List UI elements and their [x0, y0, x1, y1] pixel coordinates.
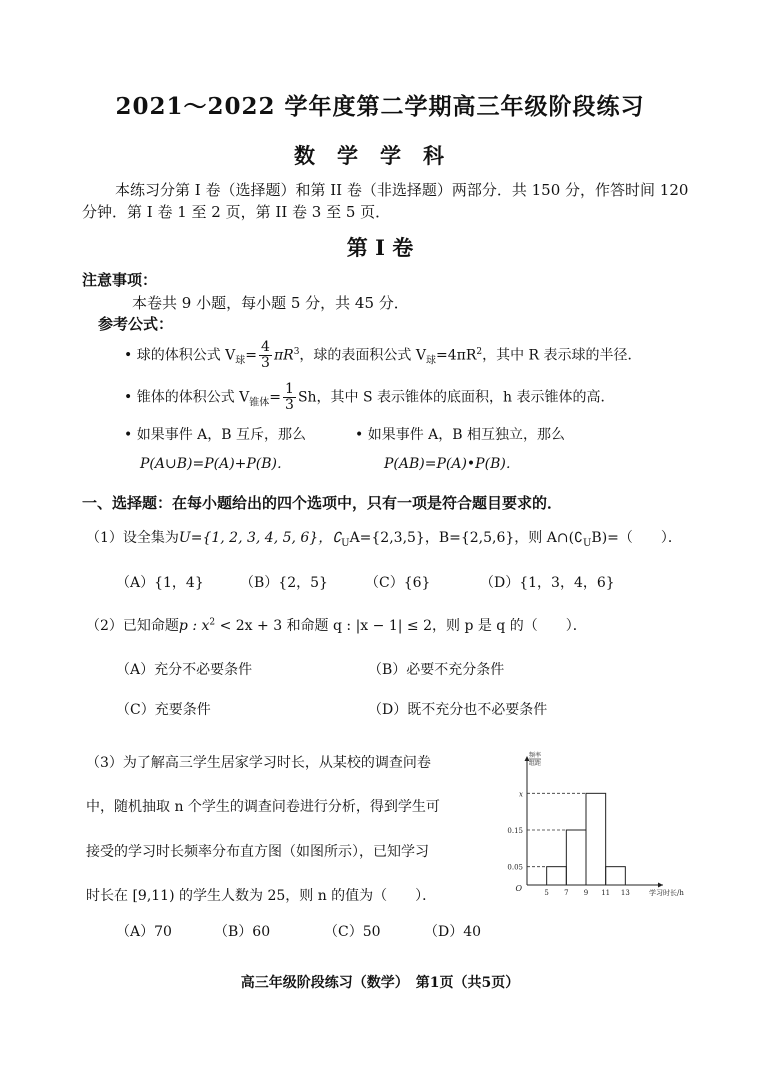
q2-option-b: （B）必要不充分条件: [368, 662, 505, 678]
q1-option-b: （B）{2，5}: [240, 575, 328, 591]
independent-line-1: • 如果事件 A，B 相互独立，那么: [355, 427, 566, 443]
q1-stem-sub: U: [341, 537, 350, 549]
sphere-area: ，球的表面积公式 V: [299, 347, 426, 364]
histogram-bar-2: [566, 830, 586, 885]
sphere-formula: [124, 340, 642, 371]
histogram-bar-1: [547, 867, 567, 885]
volume-title: 第 I 卷: [346, 235, 414, 260]
cone-eq: =: [269, 389, 282, 406]
q1-option-d: （D）{1，3，4，6}: [480, 575, 615, 591]
q1-option-a: （A）{1，4}: [116, 575, 204, 591]
subject-title: 数学学科: [294, 143, 466, 168]
q2-option-c: （C）充要条件: [116, 702, 211, 718]
sphere-fraction: [259, 340, 272, 371]
sphere-tail: ，其中 R 表示球的半径．: [482, 347, 642, 364]
q2-option-a: （A）充分不必要条件: [116, 662, 253, 678]
exclusive-line-1: • 如果事件 A，B 互斥，那么: [124, 427, 307, 443]
x-tick-label-1: 5: [544, 889, 549, 897]
q2-stem-c: < 2x + 3 和命题 q : |x − 1| ≤ 2，则 p 是 q 的（ ）．: [215, 618, 587, 634]
q3-option-d: （D）40: [424, 924, 482, 940]
question-1-stem: [86, 527, 682, 549]
page-title: 2021～2022 学年度第二学期高三年级阶段练习: [115, 93, 645, 120]
cone-rest: Sh，其中 S 表示锥体的底面积，h 表示锥体的高．: [297, 389, 615, 406]
q3-option-c: （C）50: [324, 924, 381, 940]
sphere-sub: 球: [235, 355, 246, 367]
cone-prefix: • 锥体的体积公式 V: [124, 389, 250, 406]
sphere-sup: 3: [293, 346, 300, 357]
exclusive-line-2: P(A∪B)=P(A)+P(B)．: [140, 456, 292, 472]
q2-stem-sup: 2: [209, 617, 216, 628]
cone-fraction: [283, 382, 296, 413]
q1-stem-sub2: U: [582, 537, 592, 549]
q3-line-2: 中，随机抽取 n 个学生的调查问卷进行分析，得到学生可: [86, 799, 440, 815]
q1-stem-c: A={2,3,5}，B={2,5,6}，则 A∩(∁: [349, 530, 583, 546]
cone-formula: [124, 382, 615, 413]
sphere-eq: =: [245, 347, 258, 364]
y-tick-label-2: 0.15: [507, 827, 523, 835]
q2-stem-a: （2）已知命题: [86, 618, 179, 634]
sphere-rest: πR: [273, 347, 294, 364]
q3-line-4: 时长在 [9,11) 的学生人数为 25，则 n 的值为（ ）．: [86, 888, 437, 904]
x-axis-label: 学习时长/h: [649, 889, 684, 897]
cone-num: 1: [285, 381, 294, 397]
histogram-bar-3: [586, 793, 606, 885]
q3-option-b: （B）60: [214, 924, 271, 940]
y-tick-label-1: x: [519, 790, 523, 799]
x-axis-arrow: [658, 883, 663, 888]
section-heading: 一、选择题：在每小题给出的四个选项中，只有一项是符合题目要求的．: [82, 494, 563, 512]
q1-stem-a: （1）设全集为: [86, 530, 179, 546]
page-footer: 高三年级阶段练习（数学） 第1页（共5页）: [240, 975, 520, 991]
origin-label: O: [515, 884, 522, 893]
notes-line: 本卷共 9 小题，每小题 5 分，共 45 分．: [132, 294, 409, 312]
x-tick-label-5: 13: [620, 889, 630, 897]
sphere-prefix: • 球的体积公式 V: [124, 347, 236, 364]
sphere-num: 4: [261, 339, 270, 355]
intro-line-2: 分钟．第 I 卷 1 至 2 页，第 II 卷 3 至 5 页．: [82, 203, 391, 221]
x-tick-label-4: 11: [601, 889, 611, 897]
sphere-area-sup: 2: [476, 346, 483, 357]
formula-heading: 参考公式：: [98, 315, 174, 333]
x-tick-label-3: 9: [583, 889, 589, 897]
sphere-area-sub: 球: [425, 355, 436, 367]
intro-line-1: 本练习分第 I 卷（选择题）和第 II 卷（非选择题）两部分．共 150 分，作答时间 120: [115, 181, 689, 199]
q2-stem-b: p : x: [178, 618, 210, 634]
q3-option-a: （A）70: [116, 924, 172, 940]
sphere-area-eq: =4πR: [435, 347, 477, 364]
cone-sub: 锥体: [249, 397, 270, 409]
histogram-bar-4: [606, 867, 626, 885]
q1-stem-d: B)=（ ）．: [591, 530, 682, 546]
question-2-stem: [86, 615, 587, 635]
independent-line-2: P(AB)=P(A)•P(B)．: [384, 456, 520, 472]
frequency-histogram: [495, 748, 684, 903]
q1-stem-b: U={1, 2, 3, 4, 5, 6}，∁: [178, 530, 342, 546]
y-tick-label-3: 0.05: [507, 863, 523, 872]
q2-option-d: （D）既不充分也不必要条件: [368, 702, 548, 718]
q3-line-3: 接受的学习时长频率分布直方图（如图所示），已知学习: [86, 844, 429, 860]
y-axis-label-bottom: 组距: [528, 760, 542, 767]
cone-den: 3: [285, 397, 294, 413]
x-tick-label-2: 7: [564, 889, 569, 897]
q3-line-1: （3）为了解高三学生居家学习时长，从某校的调查问卷: [86, 755, 431, 771]
sphere-den: 3: [261, 355, 270, 371]
notes-heading: 注意事项：: [82, 271, 158, 289]
q1-option-c: （C）{6}: [365, 575, 431, 591]
y-axis-label-top: 频率: [528, 752, 542, 759]
